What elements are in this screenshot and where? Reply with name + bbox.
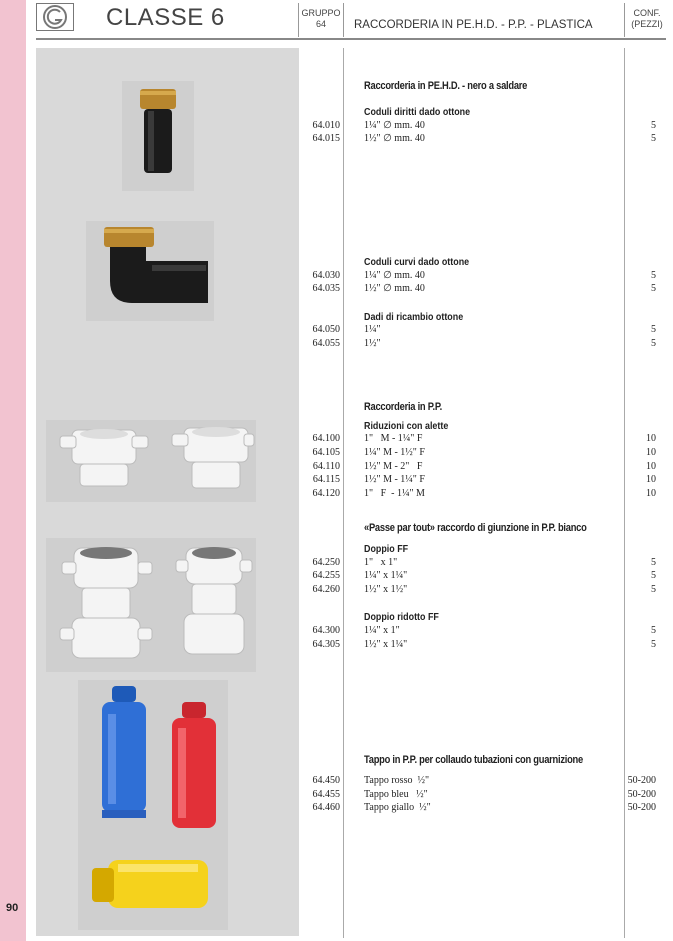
- item-code: 64.455: [312, 789, 340, 800]
- item-desc: Tappo giallo ½": [364, 802, 431, 813]
- item-desc: 1½": [364, 338, 381, 349]
- pink-side-strip: [0, 0, 26, 941]
- item-desc: 1½" ∅ mm. 40: [364, 133, 425, 144]
- photo-tappo-giallo: [78, 840, 228, 930]
- item-desc: 1" M - 1¼" F: [364, 433, 423, 444]
- item-desc: 1½" M - 1¼" F: [364, 474, 425, 485]
- item-qty: 5: [651, 584, 656, 595]
- photo-tappi-blu-rosso: [78, 680, 228, 850]
- conf-unit: (PEZZI): [631, 19, 663, 29]
- item-desc: 1¼" ∅ mm. 40: [364, 270, 425, 281]
- item-qty: 5: [651, 570, 656, 581]
- item-code: 64.450: [312, 775, 340, 786]
- item-desc: 1½" x 1½": [364, 584, 408, 595]
- item-desc: 1¼" x 1": [364, 625, 400, 636]
- photo-passe-par-tout: [46, 538, 256, 672]
- item-code: 64.015: [312, 133, 340, 144]
- item-qty: 5: [651, 270, 656, 281]
- heading-pp: Raccorderia in P.P.: [364, 401, 442, 413]
- item-desc: 1¼" x 1¼": [364, 570, 408, 581]
- item-desc: 1¼" ∅ mm. 40: [364, 120, 425, 131]
- item-qty: 10: [646, 474, 656, 485]
- conf-block: [626, 8, 668, 30]
- gruppo-label: GRUPPO: [301, 8, 341, 18]
- item-qty: 10: [646, 461, 656, 472]
- column-divider: [343, 48, 344, 938]
- item-qty: 5: [651, 557, 656, 568]
- item-code: 64.305: [312, 639, 340, 650]
- test-plugs-icon: [78, 680, 228, 850]
- item-code: 64.300: [312, 625, 340, 636]
- heading-tappo: Tappo in P.P. per collaudo tubazioni con guarnizione: [364, 754, 583, 766]
- item-desc: 1½" x 1¼": [364, 639, 408, 650]
- gruppo-value: 64: [315, 19, 326, 29]
- item-desc: 1" F - 1¼" M: [364, 488, 425, 499]
- section-title: RACCORDERIA IN PE.H.D. - P.P. - PLASTICA: [354, 19, 593, 31]
- item-desc: 1" x 1": [364, 557, 398, 568]
- heading-coduli-diritti: Coduli diritti dado ottone: [364, 106, 471, 118]
- heading-dadi: Dadi di ricambio ottone: [364, 311, 464, 323]
- item-code: 64.460: [312, 802, 340, 813]
- header-rule: [36, 38, 666, 40]
- photo-riduzioni: [46, 420, 256, 502]
- heading-pehd: Raccorderia in PE.H.D. - nero a saldare: [364, 80, 528, 92]
- header-divider: [343, 3, 344, 37]
- company-logo-icon: [36, 3, 74, 31]
- class-title: CLASSE 6: [106, 4, 225, 31]
- item-qty: 5: [651, 120, 656, 131]
- photo-coduli-diritti: [122, 81, 194, 191]
- header-divider: [298, 3, 299, 37]
- heading-coduli-curvi: Coduli curvi dado ottone: [364, 256, 470, 268]
- item-code: 64.260: [312, 584, 340, 595]
- item-desc: Tappo bleu ½": [364, 789, 428, 800]
- item-code: 64.115: [312, 474, 340, 485]
- item-desc: 1¼" M - 1½" F: [364, 447, 425, 458]
- page-number: 90: [6, 902, 19, 914]
- gruppo-block: [300, 8, 342, 30]
- item-qty: 5: [651, 283, 656, 294]
- item-desc: Tappo rosso ½": [364, 775, 430, 786]
- item-code: 64.035: [312, 283, 340, 294]
- heading-doppio-ff: Doppio FF: [364, 543, 409, 555]
- item-qty: 5: [651, 324, 656, 335]
- item-code: 64.010: [312, 120, 340, 131]
- item-desc: 1½" ∅ mm. 40: [364, 283, 425, 294]
- heading-riduzioni: Riduzioni con alette: [364, 420, 449, 432]
- item-qty: 10: [646, 447, 656, 458]
- item-code: 64.110: [312, 461, 340, 472]
- conf-label: CONF.: [633, 8, 661, 18]
- item-desc: 1½" M - 2" F: [364, 461, 423, 472]
- straight-pipe-icon: [122, 81, 194, 191]
- reduction-fittings-icon: [46, 420, 256, 502]
- item-code: 64.250: [312, 557, 340, 568]
- item-code: 64.050: [312, 324, 340, 335]
- photo-column: [36, 48, 299, 936]
- item-code: 64.105: [312, 447, 340, 458]
- yellow-plug-icon: [78, 840, 228, 930]
- elbow-pipe-icon: [86, 221, 214, 321]
- item-qty: 5: [651, 639, 656, 650]
- item-qty: 5: [651, 338, 656, 349]
- item-qty: 5: [651, 133, 656, 144]
- item-qty: 50-200: [627, 775, 656, 786]
- item-code: 64.255: [312, 570, 340, 581]
- item-code: 64.100: [312, 433, 340, 444]
- photo-coduli-curvi: [86, 221, 214, 321]
- item-qty: 10: [646, 488, 656, 499]
- item-code: 64.030: [312, 270, 340, 281]
- header-divider: [624, 3, 625, 37]
- item-code: 64.120: [312, 488, 340, 499]
- item-desc: 1¼": [364, 324, 381, 335]
- item-qty: 50-200: [627, 802, 656, 813]
- item-qty: 10: [646, 433, 656, 444]
- heading-doppio-ridotto: Doppio ridotto FF: [364, 611, 439, 623]
- union-couplings-icon: [46, 538, 256, 672]
- item-qty: 5: [651, 625, 656, 636]
- heading-passe-par-tout: «Passe par tout» raccordo di giunzione in P.P. bianco: [364, 522, 587, 534]
- item-code: 64.055: [312, 338, 340, 349]
- item-qty: 50-200: [627, 789, 656, 800]
